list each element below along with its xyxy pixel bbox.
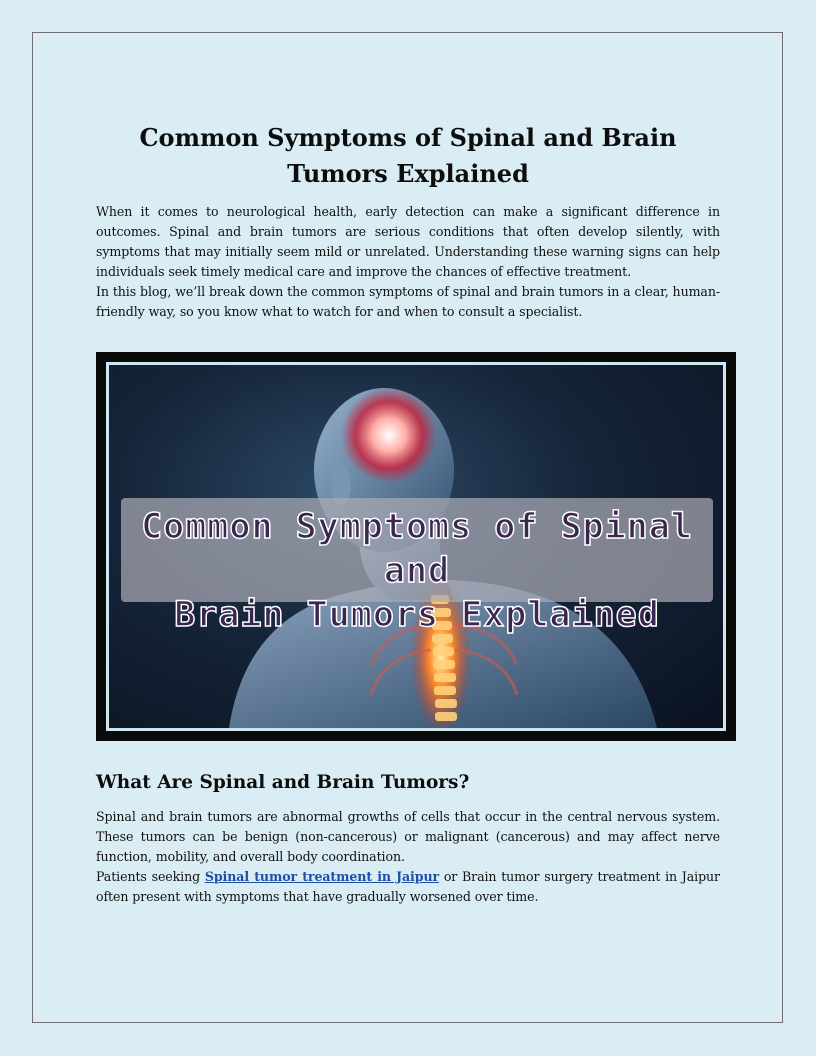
text-before-link: Patients seeking xyxy=(96,869,205,884)
section-paragraph: Spinal and brain tumors are abnormal growths of cells that occur in the central nervous system. These tumors can be benign (non-cancerous) or malignant (cancerous) and may affect nerve function, mobility, and overall body coordination. xyxy=(96,809,720,864)
intro-paragraph-2: In this blog, we’ll break down the common symptoms of spinal and brain tumors in a clear, human-friendly way, so you know what to watch for and when to consult a specialist. xyxy=(96,284,720,319)
page-title: Common Symptoms of Spinal and Brain Tumors Explained xyxy=(139,123,677,188)
section-heading: What Are Spinal and Brain Tumors? xyxy=(96,772,470,793)
spinal-tumor-treatment-link[interactable]: Spinal tumor treatment in Jaipur xyxy=(204,869,440,884)
document-body xyxy=(96,120,720,907)
hero-image xyxy=(96,352,736,741)
hero-frame xyxy=(106,362,726,731)
hero-title xyxy=(121,505,713,637)
hero-title-line-1: Common Symptoms of Spinal and xyxy=(141,507,693,591)
text-after-link: or Brain tumor surgery treatment in Jaipur often present with symptoms that have gradually worsened over time. xyxy=(96,869,720,904)
hero-title-line-2: Brain Tumors Explained xyxy=(174,595,660,635)
intro-paragraph: When it comes to neurological health, early detection can make a significant difference in outcomes. Spinal and brain tumors are serious conditions that often develop silently, with symptoms that may initially seem mild or unrelated. Understanding these warning signs can help individuals seek timely medical care and improve the chances of effective treatment. xyxy=(96,204,720,279)
section-paragraph-2 xyxy=(96,867,720,907)
